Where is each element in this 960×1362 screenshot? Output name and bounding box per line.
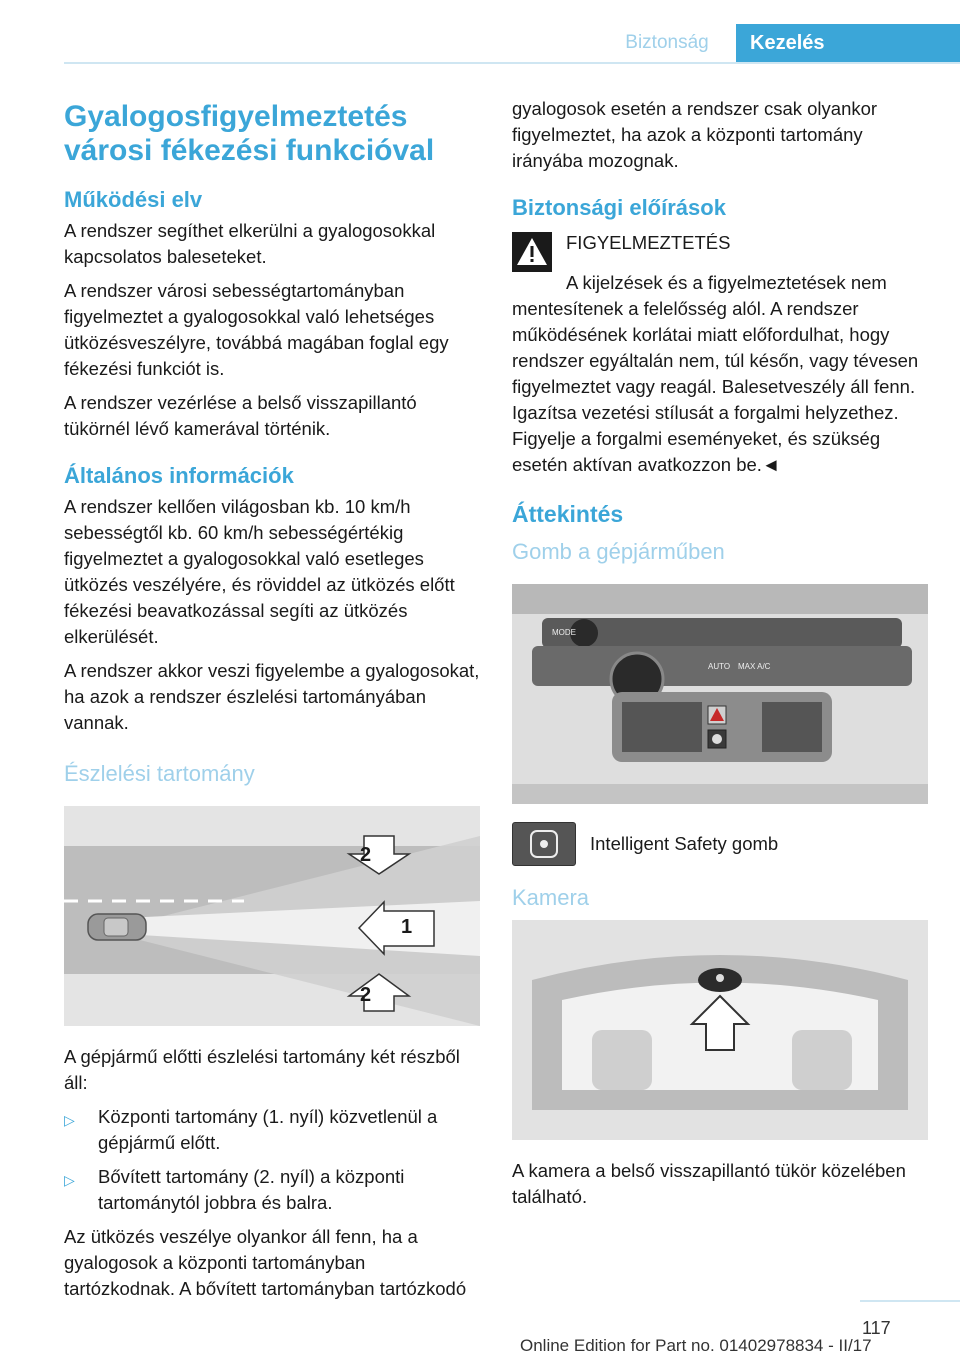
tab-biztonsag[interactable]: Biztonság bbox=[625, 32, 709, 53]
button-legend bbox=[512, 822, 928, 866]
right-column bbox=[512, 96, 928, 1218]
list-item-text: Központi tartomány (1. nyíl) közvetlenül a gépjármű előtt. bbox=[98, 1106, 438, 1153]
camera-photo bbox=[512, 920, 928, 1140]
diagram-label-1: 1 bbox=[401, 916, 413, 938]
list-item bbox=[64, 1104, 480, 1156]
warning-triangle-icon bbox=[512, 232, 552, 272]
triangle-bullet-icon: ▷ bbox=[64, 1172, 75, 1188]
paragraph: gyalogosok esetén a rendszer csak olyankor figyelmeztet, ha azok a központi tartomány irányába mozognak. bbox=[512, 98, 878, 171]
center-console-photo bbox=[512, 584, 928, 804]
diagram-label-2-top: 2 bbox=[360, 844, 372, 866]
heading-altalanos-informaciok: Általános információk bbox=[64, 463, 294, 488]
heading-mukodesi-elv: Működési elv bbox=[64, 187, 203, 212]
footer-rule bbox=[860, 1300, 960, 1302]
edition-note: Online Edition for Part no. 01402978834 - II/17 bbox=[520, 1336, 872, 1355]
heading-eszlelesi-tartomany: Észlelési tartomány bbox=[64, 761, 255, 786]
warning-text: A kijelzések és a figyelmeztetések nem mentesítenek a felelősség alól. A rendszer működésének korlátai miatt előfordulhat, hogy rendszer egyáltalán nem, túl későn, vagy tévesen figyelmeztet vagy reagál. Balesetveszély áll fenn. Igazítsa vezetési stílusát a forgalmi helyzethez. Figyelje a forgalmi eseményeket, és szükség esetén aktívan avatkozzon be.◄ bbox=[512, 272, 919, 475]
triangle-bullet-icon: ▷ bbox=[64, 1112, 75, 1128]
paragraph: A rendszer segíthet elkerülni a gyalogosokkal kapcsolatos baleseteket. bbox=[64, 220, 436, 267]
camera-illustration bbox=[512, 920, 928, 1140]
panel-label-max-ac: MAX A/C bbox=[738, 662, 771, 671]
paragraph: A rendszer vezérlése a belső visszapillantó tükörnél lévő kamerával történik. bbox=[64, 392, 417, 439]
left-column bbox=[64, 100, 480, 1310]
center-console-illustration bbox=[512, 584, 928, 804]
tab-kezeles[interactable]: Kezelés bbox=[736, 24, 960, 62]
paragraph: A rendszer akkor veszi figyelembe a gyalogosokat, ha azok a rendszer észlelési tartományában vannak. bbox=[64, 660, 480, 733]
button-caption: Intelligent Safety gomb bbox=[590, 833, 779, 854]
page-number: 117 bbox=[862, 1318, 891, 1338]
heading-gomb-a-gepjarmuben: Gomb a gépjárműben bbox=[512, 539, 725, 564]
car-icon bbox=[88, 914, 146, 940]
page-title: Gyalogosfigyelmeztetés városi fékezési funkcióval bbox=[64, 100, 435, 167]
paragraph: A rendszer városi sebességtartományban figyelmeztet a gyalogosokkal való lehetséges ütközésveszélyre, továbbá magában foglal egy fékezési funkciót is. bbox=[64, 280, 449, 379]
paragraph: Az ütközés veszélye olyankor áll fenn, ha a gyalogosok a központi tartományban tartózkodnak. A bővített tartományban tartózkodó bbox=[64, 1226, 467, 1299]
detection-range-diagram bbox=[64, 806, 480, 1026]
camera-caption: A kamera a belső visszapillantó tükör közelében található. bbox=[512, 1160, 906, 1207]
panel-label-mode: MODE bbox=[552, 628, 576, 637]
heading-kamera: Kamera bbox=[512, 885, 590, 910]
header-rule bbox=[64, 62, 960, 64]
diagram-label-2-bottom: 2 bbox=[360, 984, 372, 1006]
heading-biztonsagi-eloirasok: Biztonsági előírások bbox=[512, 195, 726, 220]
panel-label-auto: AUTO bbox=[708, 662, 731, 671]
list-item bbox=[64, 1164, 480, 1216]
list-item-text: Bővített tartomány (2. nyíl) a központi tartománytól jobbra és balra. bbox=[98, 1166, 405, 1213]
paragraph: A gépjármű előtti észlelési tartomány két részből áll: bbox=[64, 1046, 460, 1093]
heading-attekintes: Áttekintés bbox=[512, 501, 624, 527]
intelligent-safety-button-icon bbox=[512, 822, 576, 866]
warning-title: FIGYELMEZTETÉS bbox=[566, 232, 731, 253]
warning-block bbox=[512, 230, 928, 272]
detection-range-illustration bbox=[64, 806, 480, 1026]
paragraph: A rendszer kellően világosban kb. 10 km/h sebességtől kb. 60 km/h sebességértékig figyelmeztet a gyalogosokkal való esetleges ütközés veszélyére, és röviddel az ütközés előtt fékezési beavatkozással segíti az ütközés elkerülését. bbox=[64, 496, 455, 647]
